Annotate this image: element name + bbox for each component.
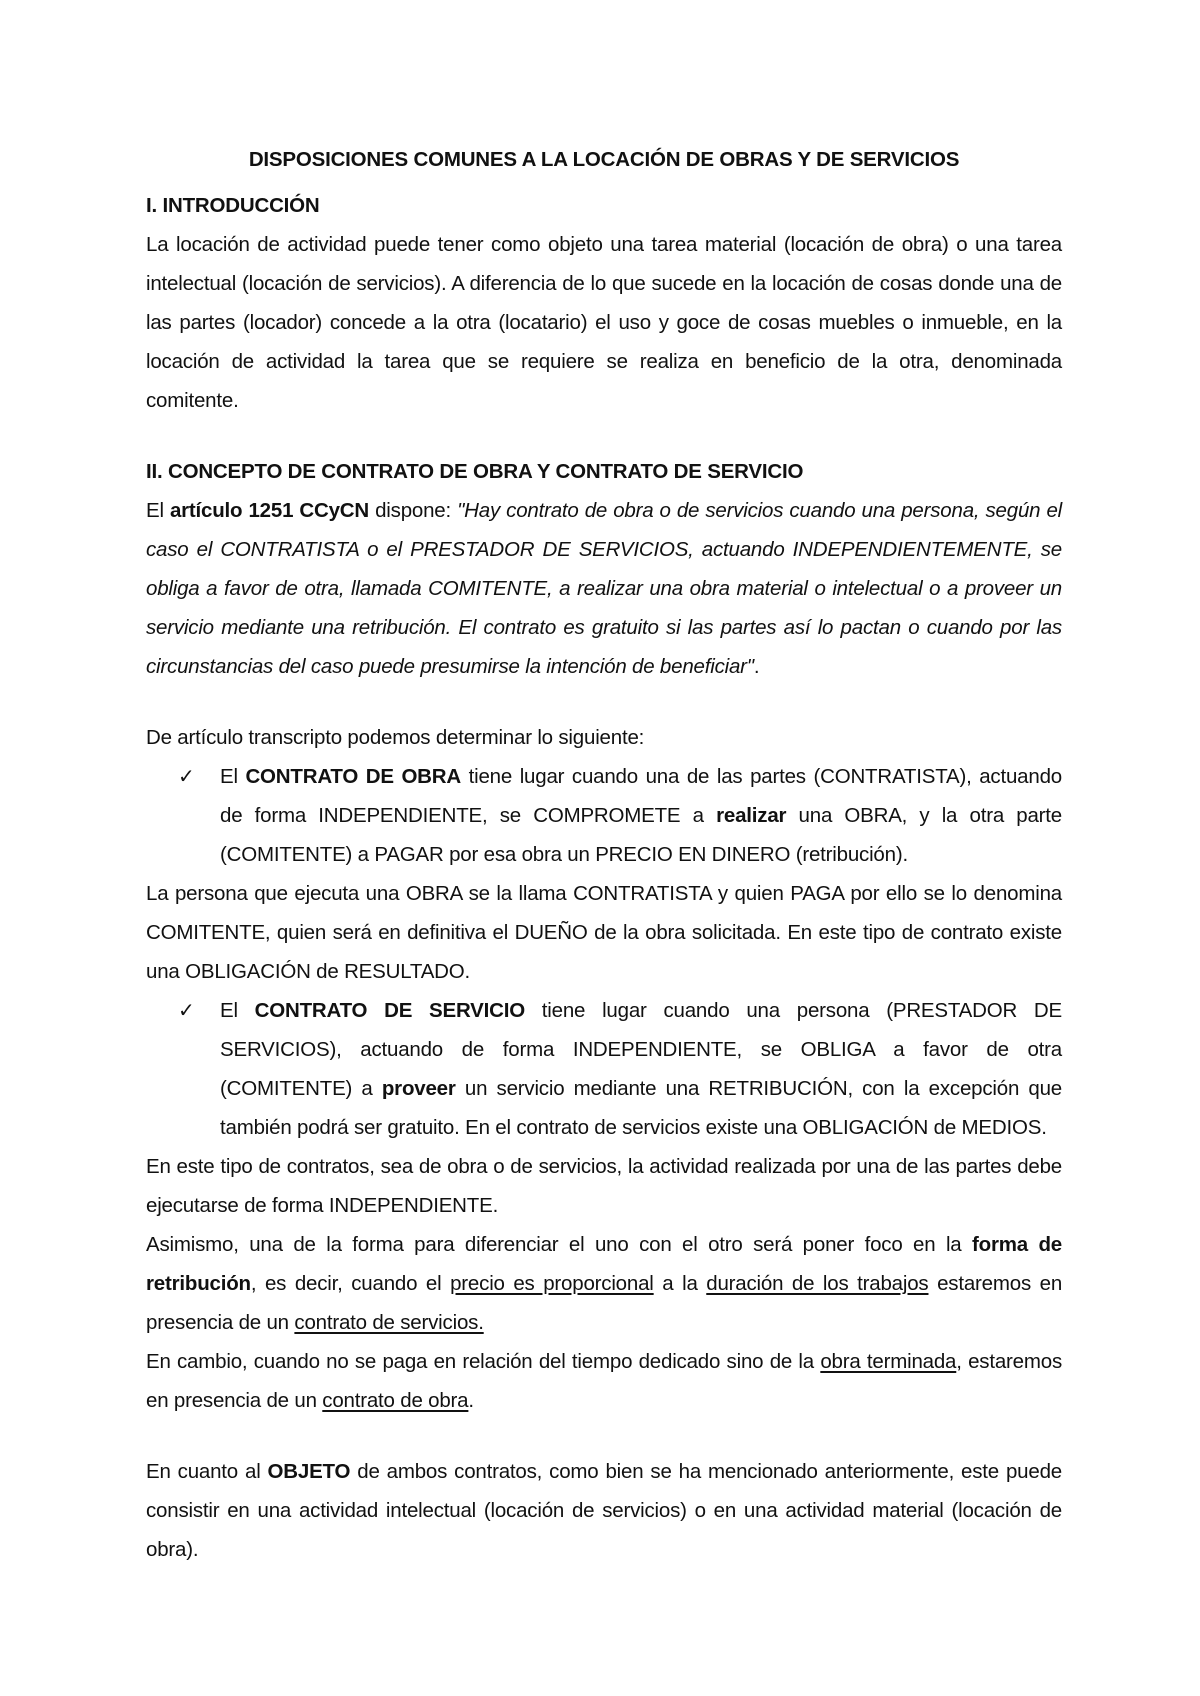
paragraph-text: a la	[653, 1272, 707, 1295]
paragraph-text: Asimismo, una de la forma para diferenciar el uno con el otro será poner foco en la	[146, 1233, 972, 1256]
paragraph-text: En cuanto al	[146, 1460, 268, 1483]
section-heading-introduccion: I. INTRODUCCIÓN	[146, 194, 320, 217]
paragraph-text: .	[468, 1389, 474, 1412]
bullet-text: El	[220, 765, 246, 788]
paragraph-text: , estaremos en presencia de un	[146, 1350, 1062, 1412]
checkmark-icon: ✓	[178, 764, 195, 788]
article-quote: "Hay contrato de obra o de servicios cuando una persona, según el caso el CONTRATISTA o el PRESTADOR DE SERVICIOS, actuando INDEPENDIENTEMENTE, se obliga a favor de otra, llamada COMITENTE, a realizar una obra material o intelectual o a proveer un servicio mediante una retribución. El contrato es gratuito si las partes así lo pactan o cuando por las circunstancias del caso puede presumirse la intención de beneficiar"	[146, 499, 1063, 678]
bold-term: OBJETO	[267, 1460, 351, 1483]
article-prefix: El	[146, 499, 170, 522]
spacer	[146, 686, 1062, 718]
underlined-term: obra terminada	[820, 1350, 957, 1373]
bullet-text: un servicio mediante una RETRIBUCIÓN, con la excepción que también podrá ser gratuito. En el contrato de servicios existe una OBLIGACIÓN de MEDIOS.	[220, 1077, 1062, 1139]
objeto-paragraph	[146, 1452, 1062, 1569]
paragraph-text: , es decir, cuando el	[250, 1272, 451, 1295]
paragraph-text: estaremos en presencia de un	[146, 1272, 1063, 1334]
bullet-text: El	[220, 999, 255, 1022]
bullet-text: tiene lugar cuando una de las partes (CONTRATISTA), actuando de forma INDEPENDIENTE, se COMPROMETE a	[220, 765, 1062, 827]
paragraph-text: de ambos contratos, como bien se ha mencionado anteriormente, este puede consistir en una actividad intelectual (locación de servicios) o en una actividad material (locación de obra).	[146, 1460, 1062, 1561]
section-heading-concepto: II. CONCEPTO DE CONTRATO DE OBRA Y CONTRATO DE SERVICIO	[146, 460, 804, 483]
lead-in-text: De artículo transcripto podemos determinar lo siguiente:	[146, 726, 645, 749]
underlined-term: duración de los trabajos	[706, 1272, 929, 1295]
underlined-term: contrato de servicios.	[294, 1311, 484, 1334]
article-paragraph	[146, 491, 1062, 686]
bullet-contrato-servicio	[146, 991, 1062, 1147]
bullet-bold-term: realizar	[716, 804, 787, 827]
bold-term: forma de retribución	[146, 1233, 1062, 1295]
article-reference: artículo 1251 CCyCN	[169, 499, 369, 522]
bullet-text: una OBRA, y la otra parte (COMITENTE) a PAGAR por esa obra un PRECIO EN DINERO (retribución).	[220, 804, 1062, 866]
bullet-bold-term: proveer	[381, 1077, 456, 1100]
underlined-term: precio es proporcional	[450, 1272, 654, 1295]
article-end: .	[753, 655, 760, 678]
asimismo-paragraph	[146, 1225, 1062, 1342]
independiente-paragraph: En este tipo de contratos, sea de obra o de servicios, la actividad realizada por una de las partes debe ejecutarse de forma INDEPENDIENTE.	[146, 1155, 1062, 1217]
paragraph-text: En cambio, cuando no se paga en relación del tiempo dedicado sino de la	[146, 1350, 821, 1373]
article-mid: dispone:	[369, 499, 458, 522]
spacer	[146, 1420, 1062, 1452]
obra-paragraph: La persona que ejecuta una OBRA se la llama CONTRATISTA y quien PAGA por ello se lo denomina COMITENTE, quien será en definitiva el DUEÑO de la obra solicitada. En este tipo de contrato existe una OBLIGACIÓN de RESULTADO.	[146, 882, 1062, 983]
bullet-bold-term: CONTRATO DE SERVICIO	[254, 999, 525, 1022]
underlined-term: contrato de obra	[322, 1389, 469, 1412]
document-title: DISPOSICIONES COMUNES A LA LOCACIÓN DE OBRAS Y DE SERVICIOS	[248, 148, 960, 171]
spacer	[146, 420, 1062, 452]
bullet-text: tiene lugar cuando una persona (PRESTADOR DE SERVICIOS), actuando de forma INDEPENDIENTE, se OBLIGA a favor de otra (COMITENTE) a	[220, 999, 1062, 1100]
bullet-contrato-obra	[146, 757, 1062, 874]
en-cambio-paragraph	[146, 1342, 1062, 1420]
intro-paragraph: La locación de actividad puede tener como objeto una tarea material (locación de obra) o una tarea intelectual (locación de servicios). A diferencia de lo que sucede en la locación de cosas donde una de las partes (locador) concede a la otra (locatario) el uso y goce de cosas muebles o inmueble, en la locación de actividad la tarea que se requiere se realiza en beneficio de la otra, denominada comitente.	[146, 233, 1062, 412]
bullet-bold-term: CONTRATO DE OBRA	[245, 765, 461, 788]
checkmark-icon: ✓	[178, 998, 195, 1022]
